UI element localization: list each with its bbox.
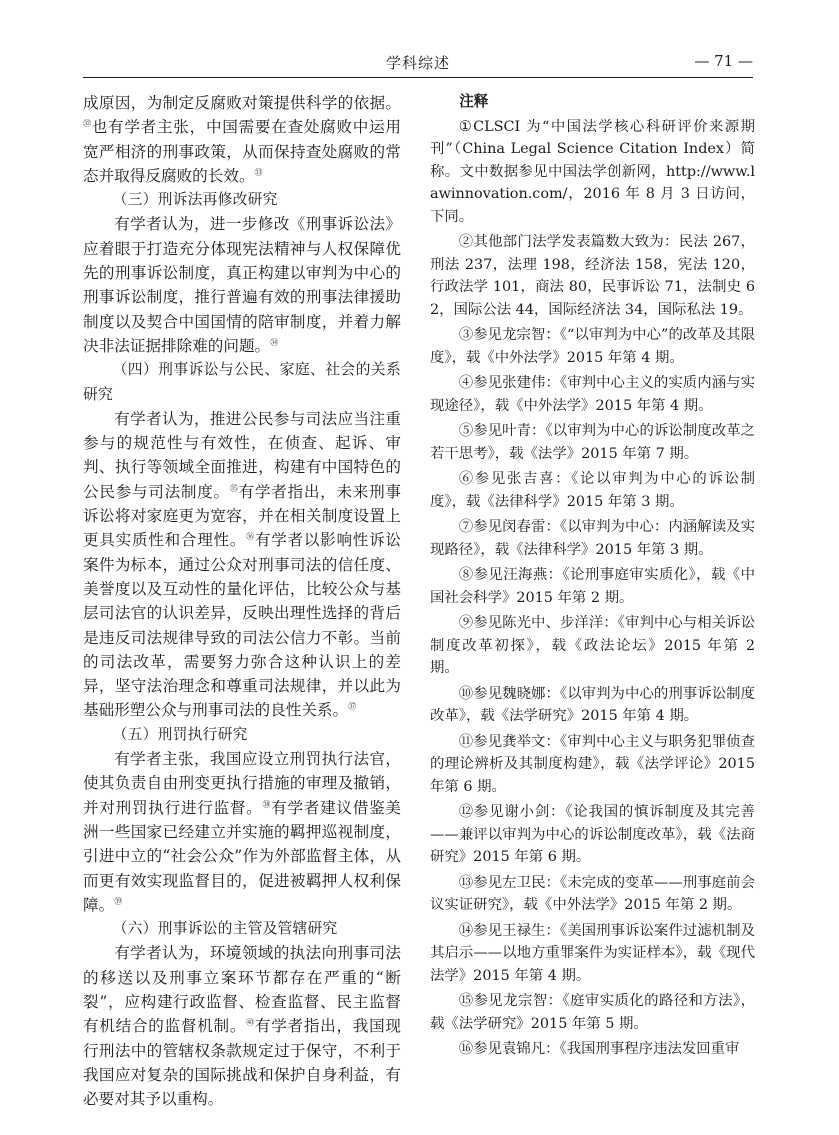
paragraph bbox=[83, 91, 401, 188]
notes-title: 注释 bbox=[459, 93, 489, 110]
footnote-ref: ㊴ bbox=[114, 896, 123, 906]
paragraph-text: 有学者建议借鉴美洲一些国家已经建立并实施的羁押巡视制度，引进中立的“社会公众”作为外部监督主体，从而更有效实现监督目的，促进被羁押人权利保障。 bbox=[83, 798, 401, 914]
paragraph-text: 有学者以影响性诉讼案件为标本，通过公众对刑事司法的信任度、美誉度以及互动性的量化评估，比较公众与基层司法官的认识差异，反映出理性选择的背后是违反司法规律导致的司法公信力不彰。当前的司法改革，需要努力弥合这种认识上的差异，坚守法治理念和尊重司法规律，并以此为基础形塑公众与刑事司法的良性关系。 bbox=[83, 531, 401, 720]
footnote-ref: ㊱ bbox=[246, 532, 255, 542]
note-item: ⑬参见左卫民：《未完成的变革——刑事庭前会议实证研究》，载《中外法学》2015 年第 2 期。 bbox=[430, 874, 755, 913]
note-item: ④参见张建伟：《审判中心主义的实质内涵与实现途径》，载《中外法学》2015 年第 4 期。 bbox=[430, 375, 755, 414]
section-heading: （五）刑罚执行研究 bbox=[112, 725, 248, 743]
section-heading: （四）刑事诉讼与公民、家庭、社会的关系研究 bbox=[83, 361, 401, 403]
footnote-ref: ㉝ bbox=[254, 167, 263, 177]
footnote-ref: ㊲ bbox=[348, 702, 357, 712]
note-item: ⑤参见叶青：《以审判为中心的诉讼制度改革之若干思考》，载《法学》2015 年第 7 期。 bbox=[430, 423, 755, 462]
note-item: ⑨参见陈光中、步洋洋：《审判中心与相关诉讼制度改革初探》，载《政法论坛》2015 年第 2 期。 bbox=[430, 615, 755, 676]
paragraph bbox=[83, 407, 401, 723]
paragraph-text: 有学者认为，进一步修改《刑事诉讼法》应着眼于打造充分体现宪法精神与人权保障优先的刑事诉讼制度，真正构建以审判为中心的刑事诉讼制度，推行普遍有效的刑事法律援助制度以及契合中国国情的陪审制度，并着力解决非法证据排除难的问题。 bbox=[83, 215, 401, 355]
paragraph-text: 有学者指出，未来刑事诉讼将对家庭更为宽容，并在相关制度设置上更具实质性和合理性。 bbox=[83, 482, 401, 550]
note-item: ⑯参见袁锦凡：《我国刑事程序违法发回重审 bbox=[458, 1041, 740, 1057]
paragraph-text: 有学者主张，我国应设立刑罚执行法官，使其负责自由刑变更执行措施的审理及撤销，并对刑罚执行进行监督。 bbox=[83, 750, 401, 817]
note-item: ②其他部门法学发表篇数大致为：民法 267，刑法 237，法理 198，经济法 158，宪法 120，行政法学 101，商法 80，民事诉讼 71，法制史 62，国际公法 44，国际经济法 34，国际私法 19。 bbox=[430, 234, 755, 318]
paragraph-text: 有学者指出，我国现行刑法中的管辖权条款规定过于保守，不利于我国应对复杂的国际挑战和保护自身利益，有必要对其予以重构。 bbox=[83, 1017, 401, 1109]
note-item: ⑩参见魏晓娜：《以审判为中心的刑事诉讼制度改革》，载《法学研究》2015 年第 4 期。 bbox=[430, 685, 755, 724]
paragraph-text: 也有学者主张，中国需要在查处腐败中运用宽严相济的刑事政策，从而保持查处腐败的常态并取得反腐败的长效。 bbox=[83, 118, 401, 185]
note-item: ③参见龙宗智：《“以审判为中心”的改革及其限度》，载《中外法学》2015 年第 4 期。 bbox=[430, 327, 755, 366]
footnote-ref: ㊵ bbox=[246, 1018, 255, 1028]
note-item: ①CLSCI 为“中国法学核心科研评价来源期刊”（China Legal Science Citation Index）简称。文中数据参见中国法学创新网，http://www.lawinnovation.com/，2016 年 8 月 3 日访问，下同。 bbox=[430, 118, 755, 225]
notes-column bbox=[430, 91, 755, 1064]
paragraph bbox=[83, 212, 401, 358]
paragraph-text: 有学者认为，推进公民参与司法应当注重参与的规范性与有效性，在侦查、起诉、审判、执行等领域全面推进，构建有中国特色的公民参与司法制度。 bbox=[83, 409, 401, 501]
paragraph-text: 有学者认为，环境领域的执法向刑事司法的移送以及刑事立案环节都存在严重的“断裂”，应构建行政监督、检查监督、民主监督有机结合的监督机制。 bbox=[83, 944, 401, 1036]
footnote-ref: ㉜ bbox=[83, 119, 92, 129]
page-number: — 71 — bbox=[694, 52, 753, 70]
note-item: ⑮参见龙宗智：《庭审实质化的路径和方法》，载《法学研究》2015 年第 5 期。 bbox=[430, 993, 755, 1032]
note-item: ⑥参见张吉喜：《论以审判为中心的诉讼制度》，载《法律科学》2015 年第 3 期。 bbox=[430, 471, 755, 510]
running-header bbox=[83, 52, 753, 76]
footnote-ref: ㉟ bbox=[229, 483, 239, 493]
footnote-ref: ㉞ bbox=[270, 337, 279, 347]
paragraph bbox=[83, 747, 401, 917]
note-item: ⑭参见王禄生：《美国刑事诉讼案件过滤机制及其启示——以地方重罪案件为实证样本》，载《现代法学》2015 年第 4 期。 bbox=[430, 922, 755, 984]
section-heading: （三）刑诉法再修改研究 bbox=[112, 191, 278, 209]
paragraph-text: 成原因，为制定反腐败对策提供科学的依据。 bbox=[83, 94, 401, 112]
note-item: ⑫参见谢小剑：《论我国的慎诉制度及其完善——兼评以审判为中心的诉讼制度改革》，载《法商研究》2015 年第 6 期。 bbox=[430, 804, 755, 865]
note-item: ⑪参见龚举文：《审判中心主义与职务犯罪侦查的理论辨析及其制度构建》，载《法学评论》2015 年第 6 期。 bbox=[430, 733, 755, 795]
section-heading: （六）刑事诉讼的主管及管辖研究 bbox=[112, 920, 338, 938]
paragraph bbox=[83, 941, 401, 1111]
note-item: ⑦参见闵春雷：《以审判为中心：内涵解读及实现路径》，载《法律科学》2015 年第 3 期。 bbox=[430, 519, 755, 558]
footnote-ref: ㊳ bbox=[262, 799, 272, 809]
header-rule bbox=[83, 77, 753, 78]
section-title: 学科综述 bbox=[385, 54, 450, 72]
note-item: ⑧参见汪海燕：《论刑事庭审实质化》，载《中国社会科学》2015 年第 2 期。 bbox=[430, 567, 755, 606]
body-column-left bbox=[83, 91, 401, 1111]
